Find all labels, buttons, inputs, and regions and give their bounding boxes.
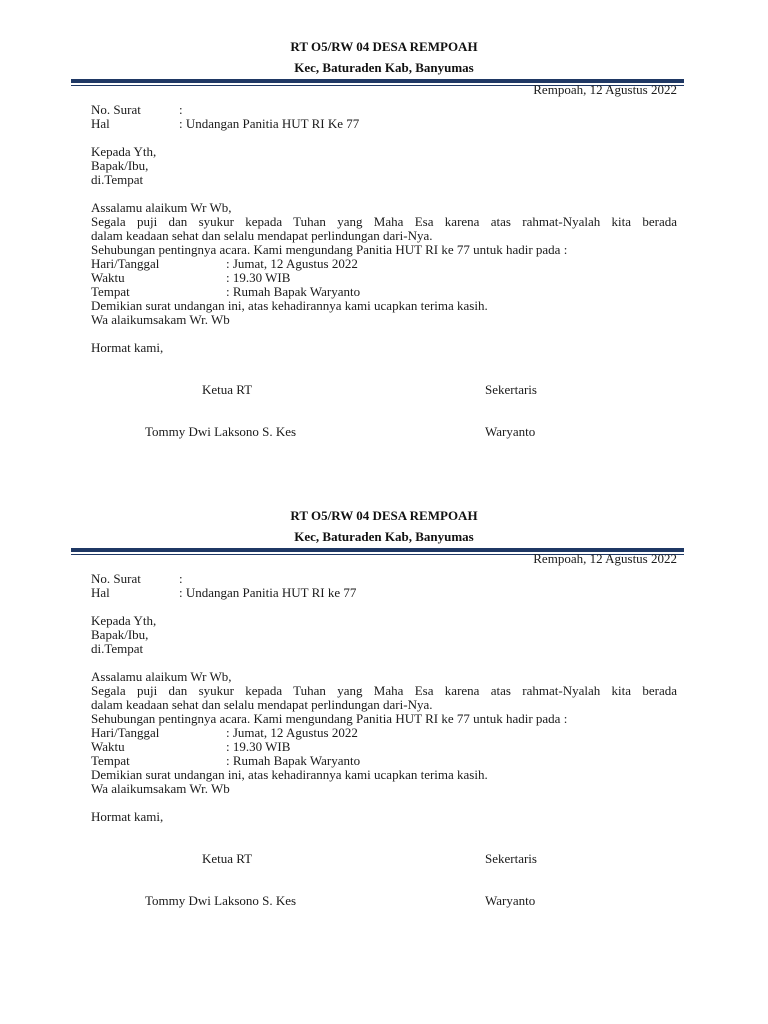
event-place-label: Tempat bbox=[91, 284, 130, 299]
event-place-value: : Rumah Bapak Waryanto bbox=[226, 753, 361, 768]
subject-row bbox=[91, 586, 356, 600]
letter-date: Rempoah, 12 Agustus 2022 bbox=[533, 82, 677, 97]
greeting: Assalamu alaikum Wr Wb, bbox=[91, 669, 232, 684]
event-time-value: : 19.30 WIB bbox=[226, 739, 291, 754]
event-place-label: Tempat bbox=[91, 753, 130, 768]
signatory-left-title: Ketua RT bbox=[202, 851, 253, 866]
body-paragraph-line: Segala puji dan syukur kepada Tuhan yang Maha Esa karena atas rahmat-Nyalah kita berada bbox=[91, 214, 677, 229]
reference-number-label: No. Surat bbox=[91, 102, 141, 117]
event-date-label: Hari/Tanggal bbox=[91, 725, 160, 740]
letter-date: Rempoah, 12 Agustus 2022 bbox=[533, 551, 677, 566]
event-time-label: Waktu bbox=[91, 270, 125, 285]
closing-line: Wa alaikumsakam Wr. Wb bbox=[91, 781, 230, 796]
event-time-row bbox=[91, 740, 290, 754]
signatory-left-name: Tommy Dwi Laksono S. Kes bbox=[145, 424, 297, 439]
body-paragraph-line: Segala puji dan syukur kepada Tuhan yang Maha Esa karena atas rahmat-Nyalah kita berada bbox=[91, 683, 677, 698]
signatory-right-name: Waryanto bbox=[485, 893, 536, 908]
subject-value: : Undangan Panitia HUT RI ke 77 bbox=[179, 585, 357, 600]
closing-line: Demikian surat undangan ini, atas kehadirannya kami ucapkan terima kasih. bbox=[91, 767, 488, 782]
subject-label: Hal bbox=[91, 116, 110, 131]
body-paragraph-line: dalam keadaan sehat dan selalu mendapat perlindungan dari-Nya. bbox=[91, 228, 433, 243]
reference-number-value: : bbox=[179, 102, 183, 117]
event-time-label: Waktu bbox=[91, 739, 125, 754]
invitation-letter-2 bbox=[0, 469, 768, 939]
reference-number-row bbox=[91, 103, 183, 117]
event-place-value: : Rumah Bapak Waryanto bbox=[226, 284, 361, 299]
recipient-line: di.Tempat bbox=[91, 172, 144, 187]
subject-row bbox=[91, 117, 359, 131]
recipient-line: Kepada Yth, bbox=[91, 144, 157, 159]
recipient-line: di.Tempat bbox=[91, 641, 144, 656]
signatory-left-name: Tommy Dwi Laksono S. Kes bbox=[145, 893, 297, 908]
letterhead-subtitle: Kec, Baturaden Kab, Banyumas bbox=[294, 60, 474, 75]
subject-label: Hal bbox=[91, 585, 110, 600]
regards: Hormat kami, bbox=[91, 809, 164, 824]
event-date-row bbox=[91, 726, 358, 740]
recipient-line: Kepada Yth, bbox=[91, 613, 157, 628]
closing-line: Demikian surat undangan ini, atas kehadirannya kami ucapkan terima kasih. bbox=[91, 298, 488, 313]
letterhead-title: RT O5/RW 04 DESA REMPOAH bbox=[290, 39, 478, 54]
event-place-row bbox=[91, 285, 360, 299]
invitation-letter-1 bbox=[0, 0, 768, 470]
body-paragraph-line: Sehubungan pentingnya acara. Kami mengundang Panitia HUT RI ke 77 untuk hadir pada : bbox=[91, 242, 568, 257]
reference-number-label: No. Surat bbox=[91, 571, 141, 586]
event-time-row bbox=[91, 271, 290, 285]
event-place-row bbox=[91, 754, 360, 768]
reference-number-row bbox=[91, 572, 183, 586]
signatory-right-title: Sekertaris bbox=[485, 851, 537, 866]
signatory-right-title: Sekertaris bbox=[485, 382, 537, 397]
event-date-value: : Jumat, 12 Agustus 2022 bbox=[226, 725, 358, 740]
recipient-line: Bapak/Ibu, bbox=[91, 627, 149, 642]
event-date-row bbox=[91, 257, 358, 271]
signatory-left-title: Ketua RT bbox=[202, 382, 253, 397]
letterhead-subtitle: Kec, Baturaden Kab, Banyumas bbox=[294, 529, 474, 544]
body-paragraph-line: dalam keadaan sehat dan selalu mendapat perlindungan dari-Nya. bbox=[91, 697, 433, 712]
event-date-label: Hari/Tanggal bbox=[91, 256, 160, 271]
letterhead-title: RT O5/RW 04 DESA REMPOAH bbox=[290, 508, 478, 523]
subject-value: : Undangan Panitia HUT RI Ke 77 bbox=[179, 116, 360, 131]
reference-number-value: : bbox=[179, 571, 183, 586]
closing-line: Wa alaikumsakam Wr. Wb bbox=[91, 312, 230, 327]
signatory-right-name: Waryanto bbox=[485, 424, 536, 439]
event-time-value: : 19.30 WIB bbox=[226, 270, 291, 285]
regards: Hormat kami, bbox=[91, 340, 164, 355]
event-date-value: : Jumat, 12 Agustus 2022 bbox=[226, 256, 358, 271]
body-paragraph-line: Sehubungan pentingnya acara. Kami mengundang Panitia HUT RI ke 77 untuk hadir pada : bbox=[91, 711, 568, 726]
recipient-line: Bapak/Ibu, bbox=[91, 158, 149, 173]
greeting: Assalamu alaikum Wr Wb, bbox=[91, 200, 232, 215]
